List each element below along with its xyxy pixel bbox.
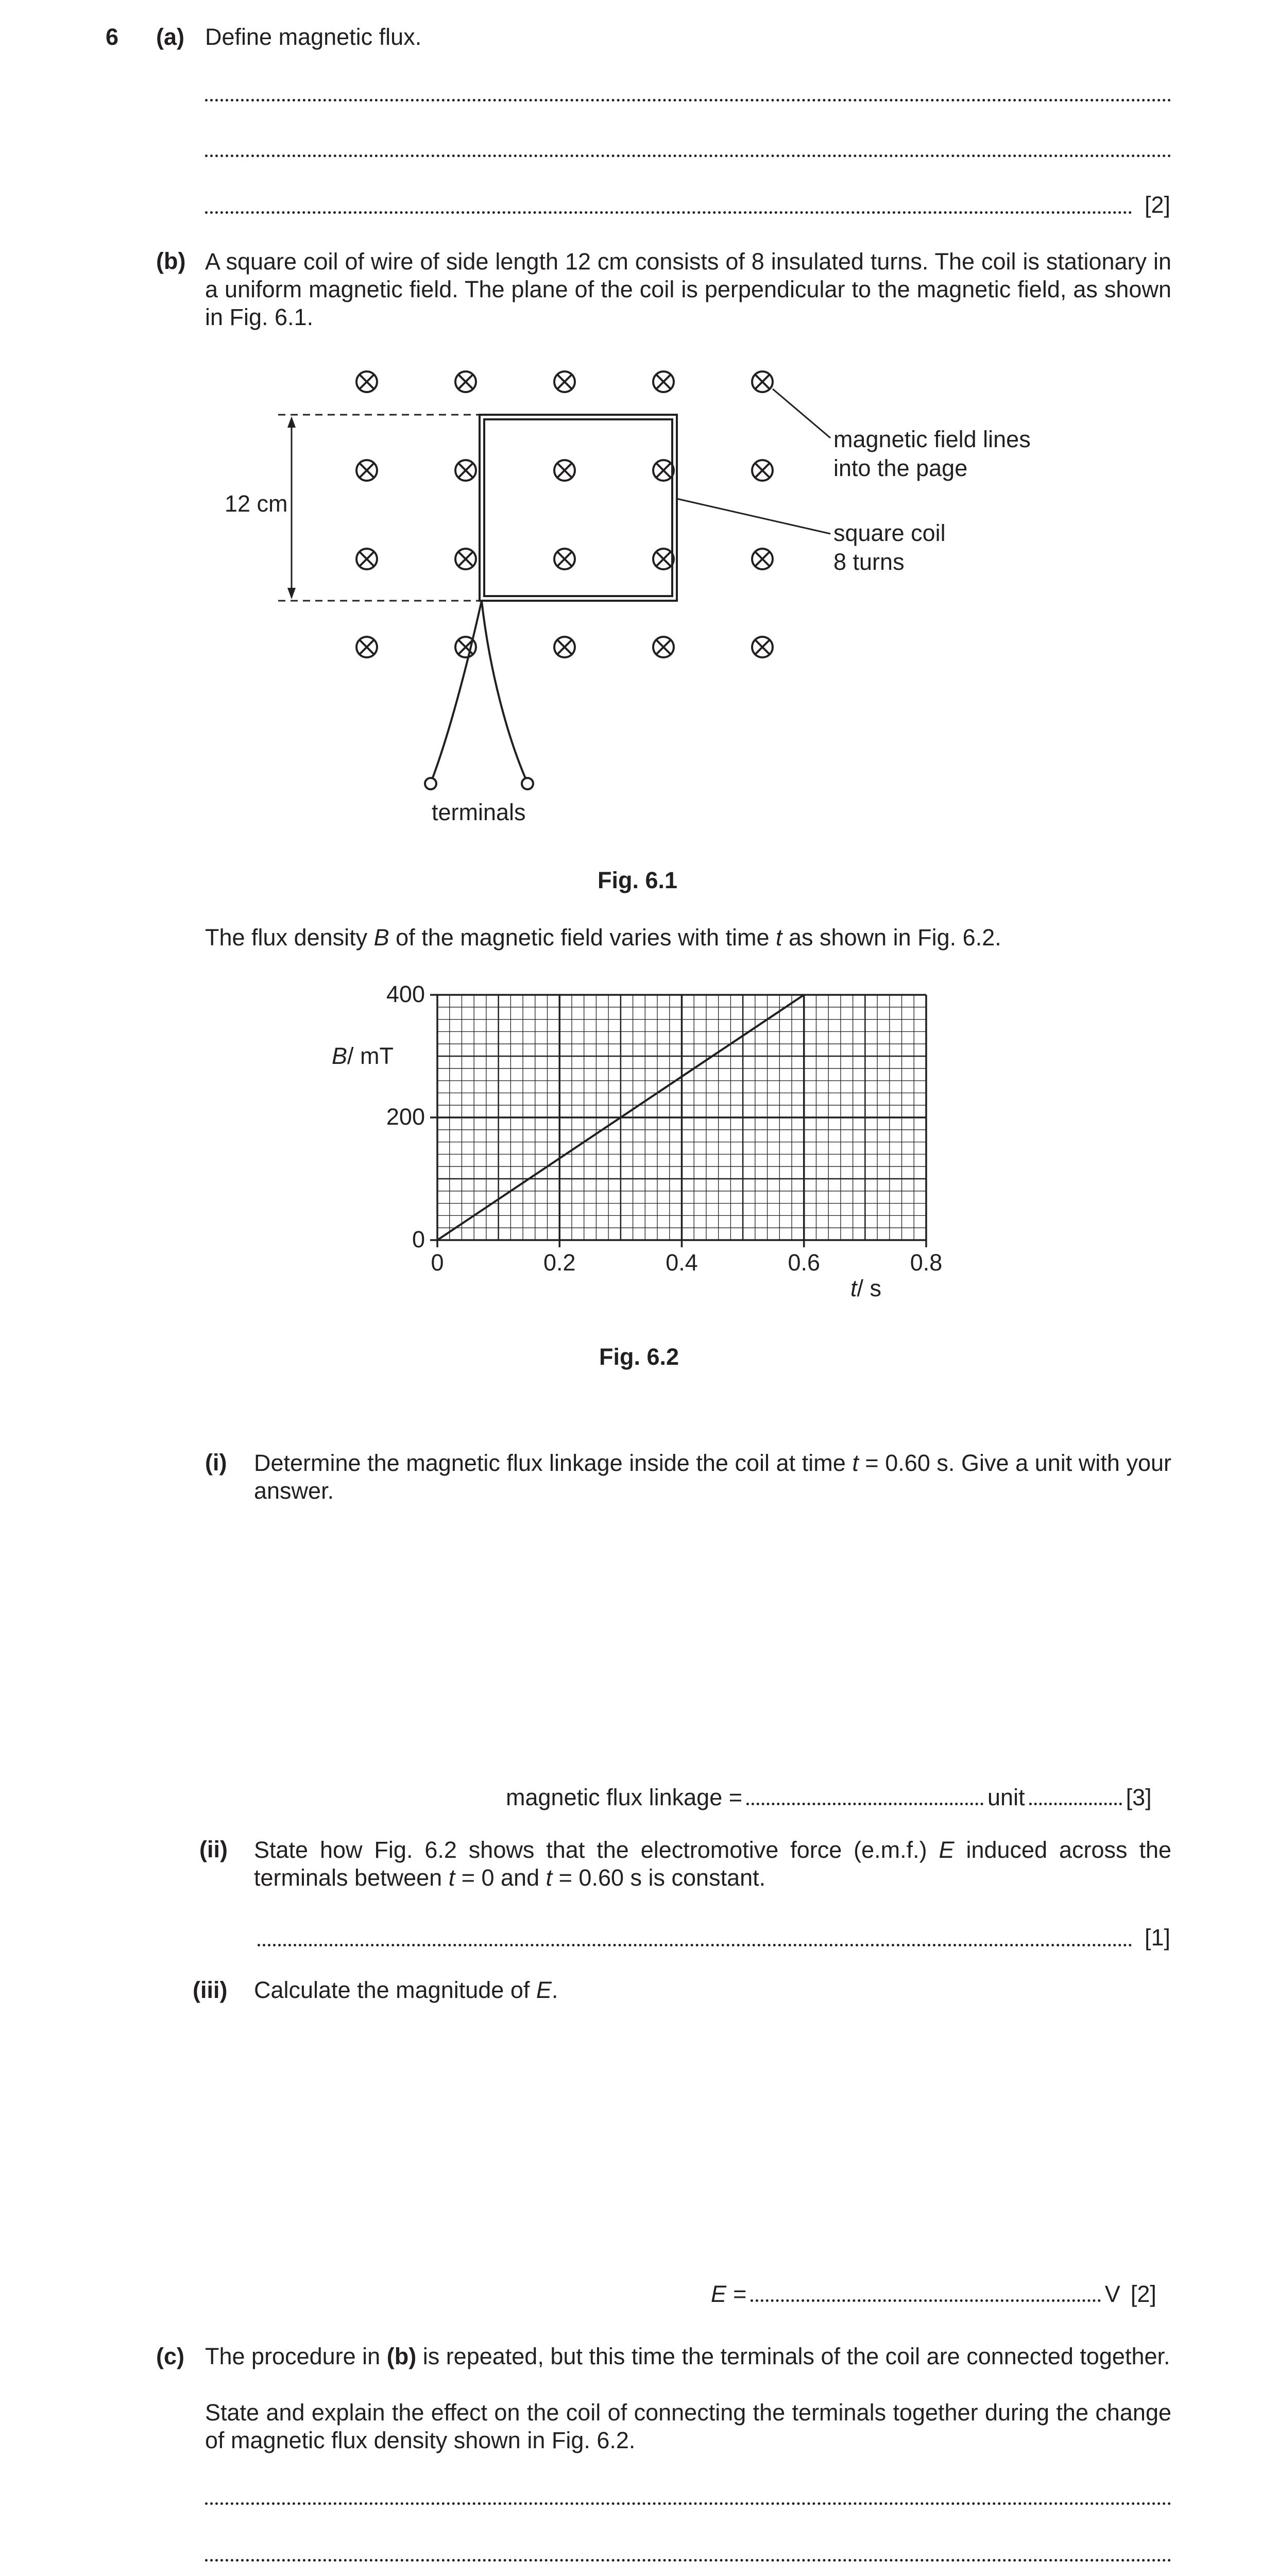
figure-caption: Fig. 6.2 [599,1344,679,1370]
figure-caption: Fig. 6.1 [598,867,678,893]
y-tick-label: 400 [386,981,425,1007]
x-tick-label: 0.8 [910,1249,943,1276]
y-tick-label: 0 [412,1226,425,1252]
part-b-iii-label: (iii) [193,1977,228,2003]
part-b-intro: A square coil of wire of side length 12 cm consists of 8 insulated turns. The coil is stationary in a uniform magnetic field. The plane of the coil is perpendicular to the magnetic field, as shown in Fig. 6.1. [205,248,1171,330]
dimension-label: 12 cm [225,490,288,517]
coil-label: 8 turns [833,549,905,575]
answer-line[interactable] [258,1944,1132,1946]
marks: [1] [1145,1924,1171,1951]
y-tick-label: 200 [386,1104,425,1130]
part-a-label: (a) [156,24,184,50]
x-tick-label: 0.2 [543,1249,576,1276]
part-b-label: (b) [156,248,186,274]
field-label: magnetic field lines [833,426,1031,452]
part-c-prompt: The procedure in (b) is repeated, but this time the terminals of the coil are connected together. [205,2343,1170,2369]
part-c-label: (c) [156,2343,184,2369]
flux-density-text: The flux density B of the magnetic field varies with time t as shown in Fig. 6.2. [205,924,1001,951]
x-axis-label: t/ s [850,1275,882,1301]
answer-line[interactable] [751,2299,1101,2302]
chart-ticks [430,995,926,1247]
x-tick-label: 0 [431,1249,444,1276]
question-number: 6 [106,24,119,50]
unit-answer-line[interactable] [1029,1803,1122,1805]
part-a-prompt: Define magnetic flux. [205,24,422,50]
field-label: into the page [833,455,968,481]
emf-answer-row: E = V [2] [711,2281,1156,2307]
part-c-prompt2: State and explain the effect on the coil of connecting the terminals together during the change of magnetic flux density shown in Fig. 6.2. [205,2399,1171,2453]
y-axis-label: B/ mT [332,1043,394,1069]
part-b-i-prompt: Determine the magnetic flux linkage inside the coil at time t = 0.60 s. Give a unit with your answer. [254,1450,1171,1504]
coil-label: square coil [833,520,946,546]
answer-line[interactable] [205,2502,1171,2505]
part-b-ii-prompt: State how Fig. 6.2 shows that the electromotive force (e.m.f.) E induced across the terminals between t = 0 and t = 0.60 s is constant. [254,1837,1172,1891]
part-b-ii-label: (ii) [199,1836,228,1862]
marks: [2] [1145,192,1171,218]
answer-line[interactable] [746,1803,983,1805]
part-b-i-label: (i) [205,1449,227,1476]
part-b-iii-prompt: Calculate the magnitude of E. [254,1977,558,2003]
terminals-label: terminals [432,799,526,825]
flux-linkage-answer-row: magnetic flux linkage = unit [3] [506,1784,1152,1810]
answer-line[interactable] [205,2559,1171,2562]
x-tick-label: 0.6 [788,1249,821,1276]
x-tick-label: 0.4 [666,1249,698,1276]
